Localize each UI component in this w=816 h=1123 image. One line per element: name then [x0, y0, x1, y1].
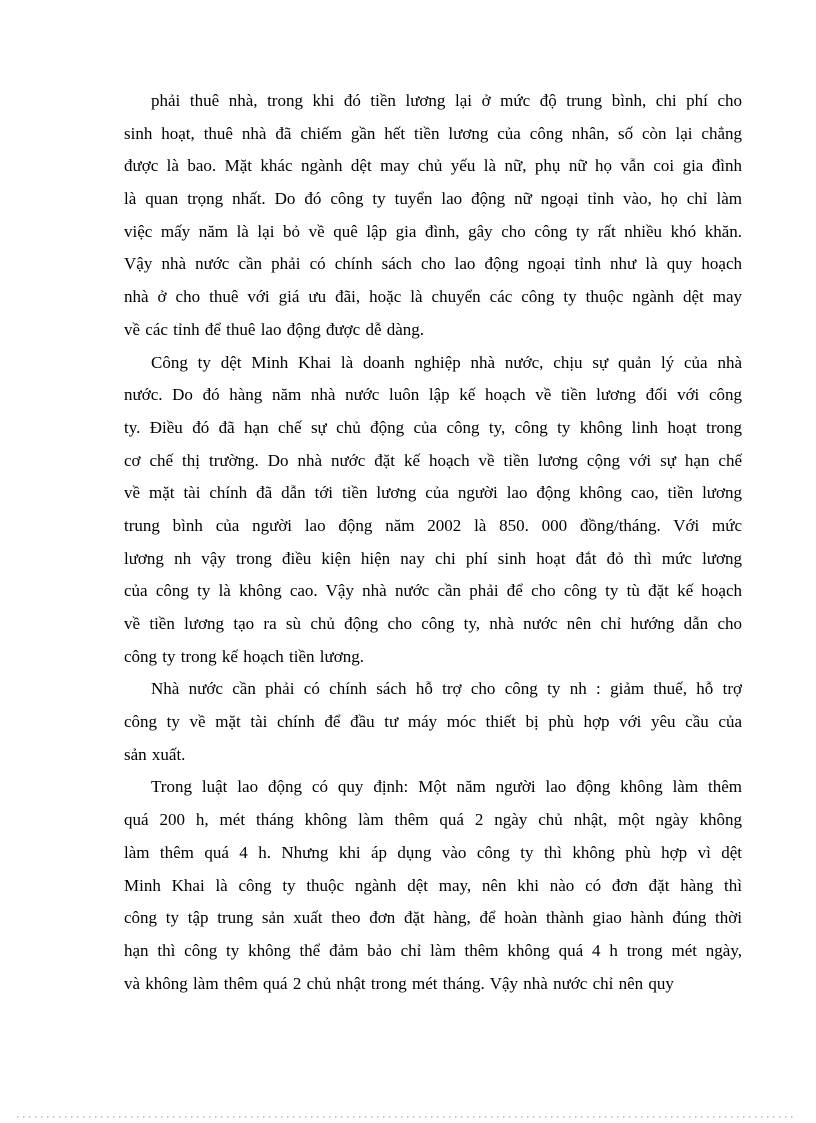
- text-line: sản xuất.: [124, 744, 186, 764]
- text-line: của công ty là không cao. Vậy nhà nước cần phải để cho công ty tù đặt kế hoạch: [124, 581, 742, 601]
- text-line: công ty trong kế hoạch tiền lương.: [124, 646, 364, 666]
- text-line: Minh Khai là công ty thuộc ngành dệt may, nên khi nào có đơn đặt hàng thì: [124, 875, 742, 895]
- text-line: lương nh vậy trong điều kiện hiện nay chi phí sinh hoạt đắt đỏ thì mức lương: [124, 548, 742, 568]
- text-line: trung bình của người lao động năm 2002 là 850. 000 đồng/tháng. Với mức: [124, 515, 742, 535]
- text-line: về tiền lương tạo ra sù chủ động cho công ty, nhà nước nên chỉ hướng dẫn cho: [124, 614, 742, 633]
- text-line: hạn thì công ty không thể đảm bảo chỉ làm thêm không quá 4 h trong mét ngày,: [124, 940, 742, 960]
- text-line: công ty về mặt tài chính để đầu tư máy móc thiết bị phù hợp với yêu cầu của: [124, 712, 742, 732]
- text-line: nước. Do đó hàng năm nhà nước luôn lập kế hoạch về tiền lương đối với công: [124, 385, 742, 405]
- text-line: Trong luật lao động có quy định: Một năm người lao động không làm thêm: [151, 777, 742, 797]
- paragraph: [124, 673, 742, 771]
- text-line: là quan trọng nhất. Do đó công ty tuyển lao động nữ ngoại tỉnh vào, họ chỉ làm: [124, 189, 742, 209]
- text-line: về các tỉnh để thuê lao động được dễ dàng.: [124, 319, 425, 339]
- text-line: quá 200 h, mét tháng không làm thêm quá 2 ngày chủ nhật, một ngày không: [124, 810, 742, 830]
- text-line: về mặt tài chính đã dẫn tới tiền lương của người lao động không cao, tiền lương: [124, 483, 742, 503]
- text-line: ty. Điều đó đã hạn chế sự chủ động của công ty, công ty không linh hoạt trong: [124, 417, 742, 437]
- footer-dotted-divider: [17, 1116, 796, 1118]
- text-line: việc mấy năm là lại bỏ về quê lập gia đình, gây cho công ty rất nhiều khó khăn.: [124, 221, 742, 241]
- text-line: nhà ở cho thuê với giá ưu đãi, hoặc là chuyển các công ty thuộc ngành dệt may: [124, 287, 742, 307]
- document-text: [124, 85, 742, 1000]
- paragraph: [124, 347, 742, 674]
- text-line: cơ chế thị trường. Do nhà nước đặt kế hoạch về tiền lương cộng với sự hạn chế: [124, 450, 742, 470]
- paragraph: [124, 85, 742, 347]
- text-line: công ty tập trung sản xuất theo đơn đặt hàng, để hoàn thành giao hành đúng thời: [124, 908, 742, 928]
- text-line: Vậy nhà nước cần phải có chính sách cho lao động ngoại tỉnh như là quy hoạch: [124, 254, 742, 274]
- text-line: Nhà nước cần phải có chính sách hỗ trợ cho công ty nh : giảm thuế, hỗ trợ: [151, 679, 742, 699]
- text-line: và không làm thêm quá 2 chủ nhật trong mét tháng. Vậy nhà nước chỉ nên quy: [124, 973, 674, 993]
- text-line: làm thêm quá 4 h. Nhưng khi áp dụng vào công ty thì không phù hợp vì dệt: [124, 842, 742, 862]
- paragraph: [124, 771, 742, 1000]
- text-line: sinh hoạt, thuê nhà đã chiếm gần hết tiền lương của công nhân, số còn lại chẳng: [124, 123, 742, 143]
- text-line: được là bao. Mặt khác ngành dệt may chủ yếu là nữ, phụ nữ họ vẫn coi gia đình: [124, 156, 742, 176]
- text-line: Công ty dệt Minh Khai là doanh nghiệp nhà nước, chịu sự quản lý của nhà: [151, 352, 742, 372]
- text-line: phải thuê nhà, trong khi đó tiền lương lại ở mức độ trung bình, chi phí cho: [151, 91, 742, 110]
